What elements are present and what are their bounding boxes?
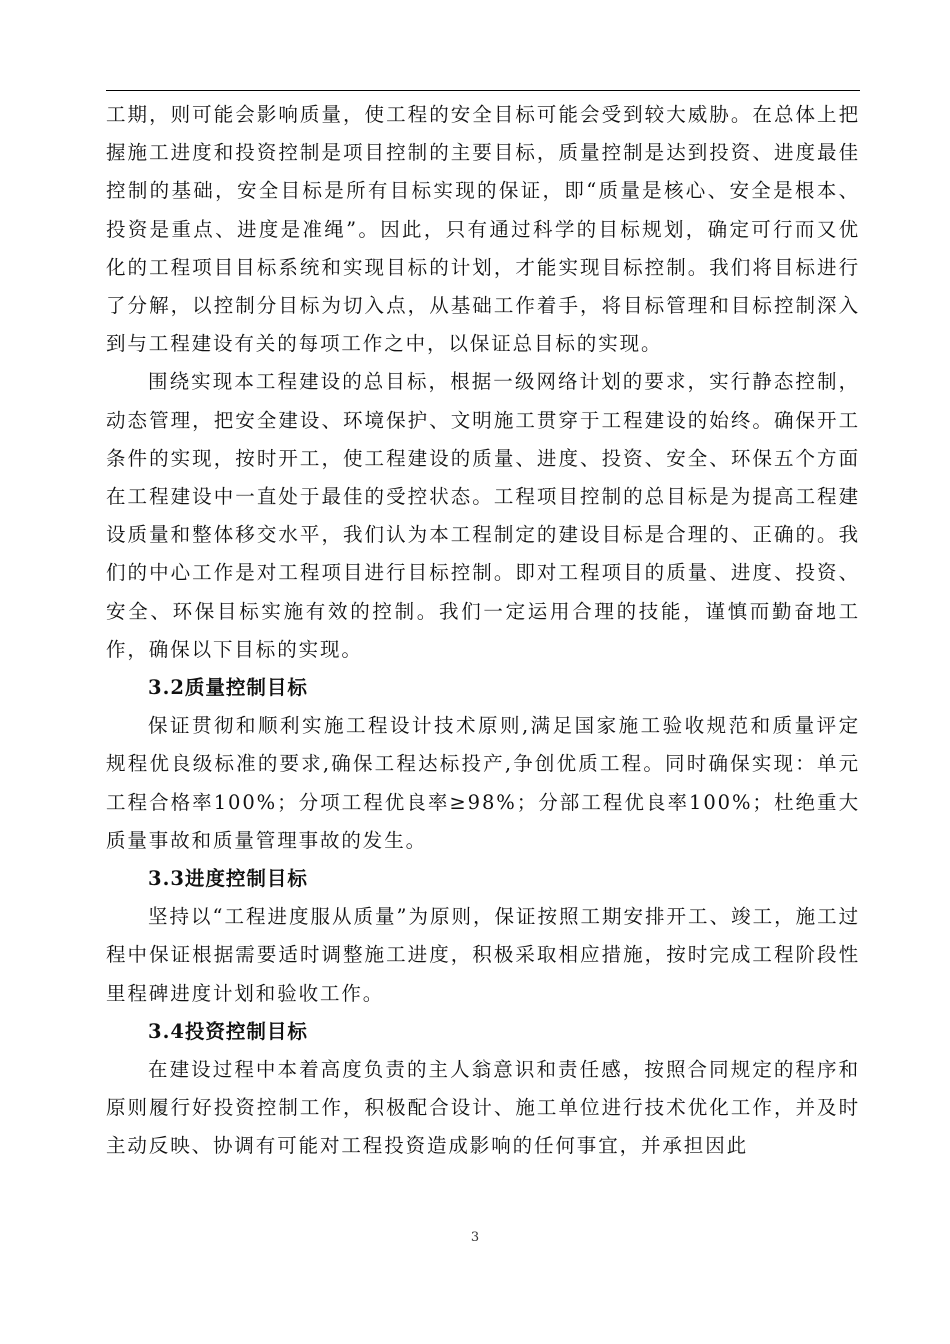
section-heading-progress: 3.3进度控制目标 xyxy=(148,867,308,891)
paragraph-quality: 保证贯彻和顺利实施工程设计技术原则,满足国家施工验收规范和质量评定规程优良级标准的要求,确保工程达标投产,争创优质工程。同时确保实现：单元工程合格率100%；分项工程优良率≥98%；分部工程优良率100%；杜绝重大质量事故和质量管理事故的发生。 xyxy=(106,714,860,852)
paragraph-continued: 工期，则可能会影响质量，使工程的安全目标可能会受到较大威胁。在总体上把握施工进度和投资控制是项目控制的主要目标，质量控制是达到投资、进度最佳控制的基础，安全目标是所有目标实现的保证，即“质量是核心、安全是根本、投资是重点、进度是准绳”。因此，只有通过科学的目标规划，确定可行而又优化的工程项目目标系统和实现目标的计划，才能实现目标控制。我们将目标进行了分解，以控制分目标为切入点，从基础工作着手，将目标管理和目标控制深入到与工程建设有关的每项工作之中，以保证总目标的实现。 xyxy=(106,103,860,356)
page-body xyxy=(106,96,860,1166)
page-number: 3 xyxy=(470,1230,480,1245)
header-rule xyxy=(106,90,860,91)
paragraph-investment: 在建设过程中本着高度负责的主人翁意识和责任感，按照合同规定的程序和原则履行好投资控制工作，积极配合设计、施工单位进行技术优化工作，并及时主动反映、协调有可能对工程投资造成影响的任何事宜，并承担因此 xyxy=(106,1058,860,1158)
section-heading-investment: 3.4投资控制目标 xyxy=(148,1019,308,1043)
section-heading-quality: 3.2质量控制目标 xyxy=(148,676,308,700)
paragraph-progress: 坚持以“工程进度服从质量”为原则，保证按照工期安排开工、竣工，施工过程中保证根据需要适时调整施工进度，积极采取相应措施，按时完成工程阶段性里程碑进度计划和验收工作。 xyxy=(106,905,860,1005)
paragraph-overall-goal: 围绕实现本工程建设的总目标，根据一级网络计划的要求，实行静态控制，动态管理，把安全建设、环境保护、文明施工贯穿于工程建设的始终。确保开工条件的实现，按时开工，使工程建设的质量、进度、投资、安全、环保五个方面在工程建设中一直处于最佳的受控状态。工程项目控制的总目标是为提高工程建设质量和整体移交水平，我们认为本工程制定的建设目标是合理的、正确的。我们的中心工作是对工程项目进行目标控制。即对工程项目的质量、进度、投资、安全、环保目标实施有效的控制。我们一定运用合理的技能，谨慎而勤奋地工作，确保以下目标的实现。 xyxy=(106,370,860,661)
